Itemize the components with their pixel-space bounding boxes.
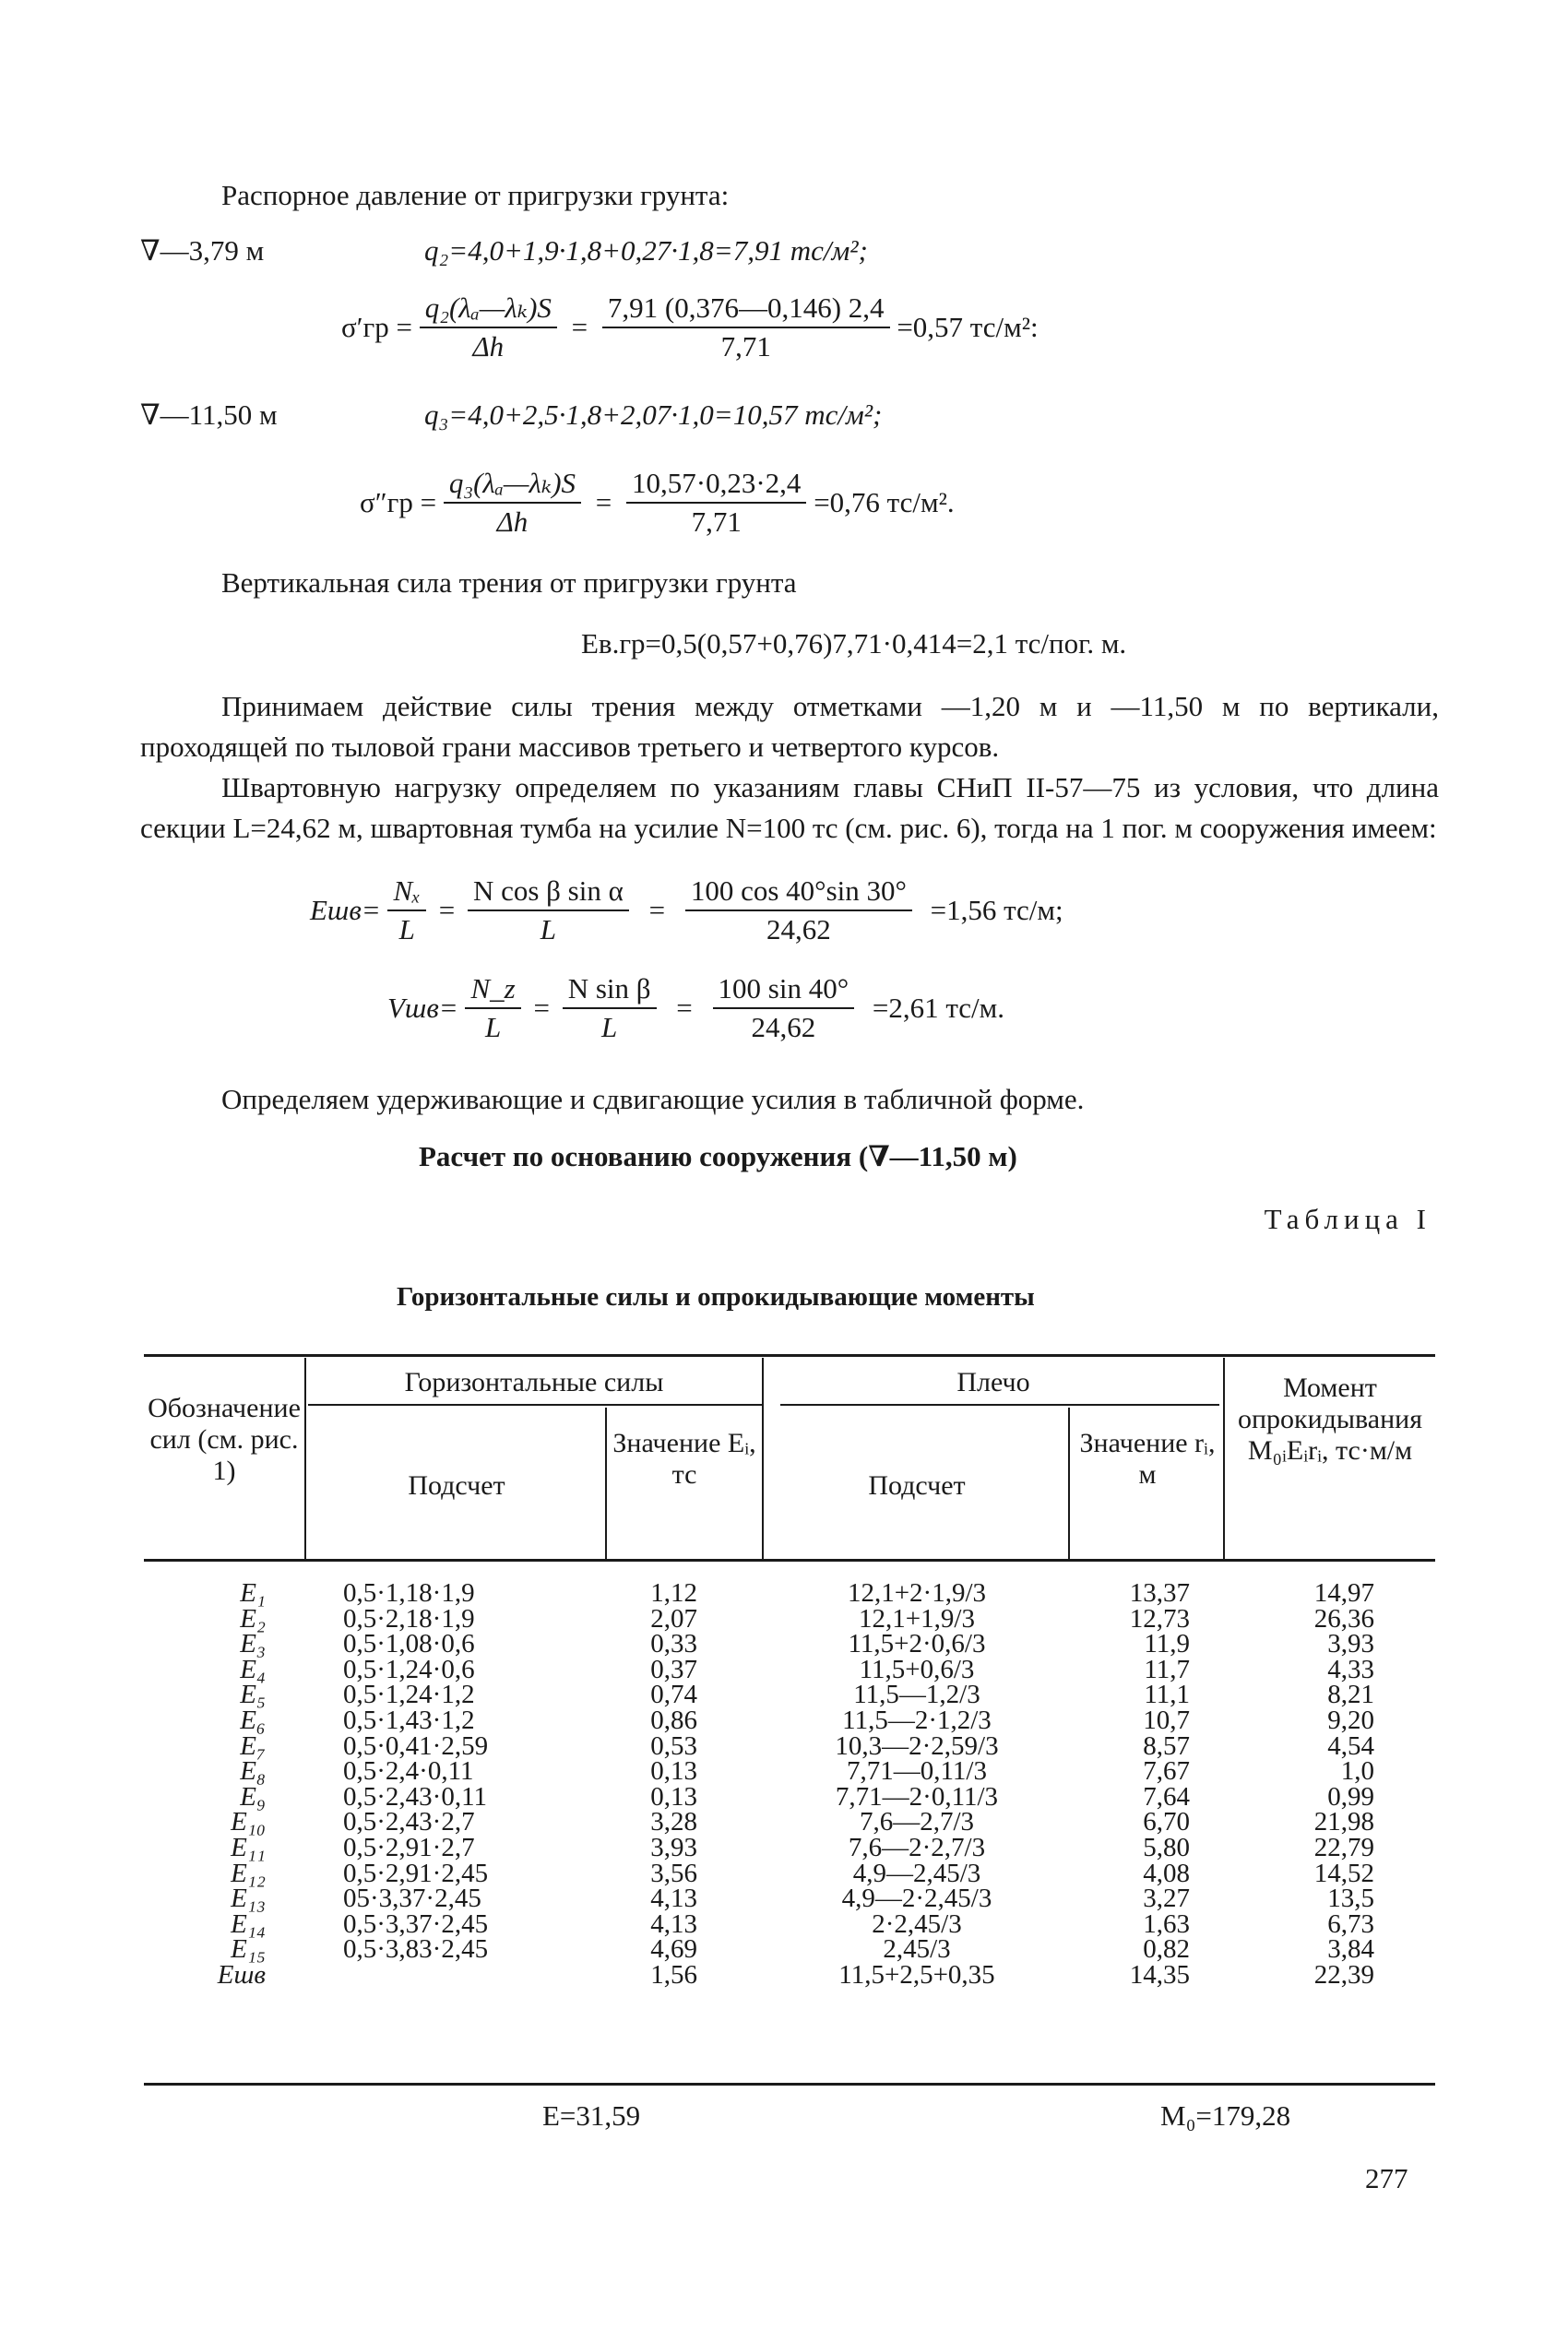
sigma1-formula: σ′гр = $\frac{\text{q₂(λₐ—λₖ)S}}{\Delta h}$ = $\frac{7,91 (0,376—0,146) 2,4}{7,71}$ =0,57 тс/м²:: [341, 291, 1039, 363]
sigma2-fraction-symbolic: $\frac{\text{q₃(λₐ—λₖ)S}}{\Delta h}$: [444, 467, 581, 539]
row-designation: E₁₁: [231, 1832, 266, 1862]
row-force-calc: 0,5·1,24·1,2: [343, 1680, 475, 1710]
sigma1-fraction-numeric: $\frac{7,91 (0,376—0,146) 2,4}{7,71}$: [602, 291, 890, 363]
row-arm-value: 1,63: [1143, 1908, 1190, 1939]
header-calc-arm: Подсчет: [868, 1470, 966, 1501]
row-moment: 8,21: [1327, 1680, 1374, 1710]
row-moment: 4,54: [1327, 1730, 1374, 1761]
row-arm-calc: 4,9—2·2,45/3: [841, 1884, 992, 1914]
row-arm-value: 11,1: [1144, 1680, 1190, 1710]
row-force-calc: 0,5·2,91·2,45: [343, 1858, 489, 1888]
column-designation: [148, 1578, 266, 1990]
row-moment: 14,97: [1313, 1578, 1374, 1608]
forces-group-rule: [308, 1404, 762, 1406]
header-moment: Момент опрокидывания M₀ᵢEᵢrᵢ, тс·м/м: [1237, 1373, 1423, 1466]
sigma1-fraction-symbolic: $\frac{\text{q₂(λₐ—λₖ)S}}{\Delta h}$: [420, 291, 557, 363]
row-arm-value: 14,35: [1129, 1959, 1190, 1990]
row-arm-calc: 10,3—2·2,59/3: [835, 1730, 999, 1761]
header-designation: Обозначение сил (см. рис. 1): [148, 1393, 301, 1486]
row-arm-value: 6,70: [1143, 1807, 1190, 1837]
row-arm-calc: 7,6—2·2,7/3: [848, 1832, 986, 1862]
row-force-value: 0,13: [650, 1781, 697, 1812]
row-force-calc: 0,5·1,08·0,6: [343, 1629, 475, 1659]
row-arm-value: 12,73: [1129, 1603, 1190, 1634]
row-arm-calc: 12,1+2·1,9/3: [847, 1578, 987, 1608]
row-arm-value: 7,67: [1143, 1756, 1190, 1787]
row-force-value: 4,13: [650, 1884, 697, 1914]
row-moment: 3,84: [1327, 1934, 1374, 1965]
row-force-calc: 05·3,37·2,45: [343, 1884, 481, 1914]
q2-formula: q₂=4,0+1,9·1,8+0,27·1,8=7,91 тс/м²;: [424, 234, 868, 267]
row-force-calc: 0,5·1,43·1,2: [343, 1705, 475, 1735]
friction-formula: Eв.гр=0,5(0,57+0,76)7,71·0,414=2,1 тс/пог. м.: [581, 627, 1127, 660]
sigma2-fraction-numeric: $\frac{10,57\cdot 0,23\cdot 2,4}{7,71}$: [626, 467, 806, 539]
row-force-calc: 0,5·1,18·1,9: [343, 1578, 475, 1608]
row-force-value: 3,56: [650, 1858, 697, 1888]
row-force-value: 3,28: [650, 1807, 697, 1837]
row-arm-value: 0,82: [1143, 1934, 1190, 1965]
q3-formula: q₃=4,0+2,5·1,8+2,07·1,0=10,57 тс/м²;: [424, 398, 883, 431]
row-arm-value: 8,57: [1143, 1730, 1190, 1761]
row-moment: 22,39: [1313, 1959, 1374, 1990]
row-moment: 1,0: [1340, 1756, 1374, 1787]
row-force-value: 0,74: [650, 1680, 697, 1710]
row-force-value: 0,13: [650, 1756, 697, 1787]
table-label: Таблица I: [1264, 1203, 1431, 1235]
row-arm-value: 11,9: [1144, 1629, 1190, 1659]
row-moment: 4,33: [1327, 1654, 1374, 1684]
v-shv-formula: Vшв= $\frac{N\_z}{L}$ = $\frac{\text{N sin β}}{L}$ = $\frac{100 \sin 40^\circ}{24,62}$ =2,61 тс/м.: [387, 972, 1005, 1043]
paragraph-table-intro: Определяем удерживающие и сдвигающие усилия в табличной форме.: [221, 1083, 1085, 1115]
row-force-value: 0,37: [650, 1654, 697, 1684]
row-force-value: 1,12: [650, 1578, 697, 1608]
header-value-arm: Значение rᵢ, м: [1079, 1428, 1216, 1490]
row-force-value: 0,86: [650, 1705, 697, 1735]
page-number: 277: [1365, 2162, 1408, 2194]
row-force-calc: [343, 1963, 583, 1989]
row-force-value: 0,33: [650, 1629, 697, 1659]
total-force: E=31,59: [542, 2099, 641, 2132]
column-force-calc: [343, 1578, 583, 1989]
header-calc-forces: Подсчет: [408, 1470, 505, 1501]
row-arm-calc: 2,45/3: [883, 1934, 951, 1965]
row-force-calc: 0,5·2,43·2,7: [343, 1807, 475, 1837]
row-moment: 9,20: [1327, 1705, 1374, 1735]
row-arm-calc: 7,71—2·0,11/3: [835, 1781, 999, 1812]
table-caption: Горизонтальные силы и опрокидывающие моменты: [397, 1282, 1035, 1312]
header-group-forces: Горизонтальные силы: [404, 1367, 664, 1397]
row-arm-value: 11,7: [1144, 1654, 1190, 1684]
row-arm-calc: 12,1+1,9/3: [859, 1603, 975, 1634]
row-force-calc: 0,5·2,43·0,11: [343, 1781, 487, 1812]
row-designation: E₂: [240, 1603, 266, 1634]
row-designation: E₁₃: [231, 1884, 266, 1914]
row-designation: Eшв: [217, 1959, 266, 1990]
row-arm-calc: 2·2,45/3: [872, 1908, 962, 1939]
row-force-calc: 0,5·2,91·2,7: [343, 1832, 475, 1862]
sigma2-label: σ″гр =: [360, 486, 437, 518]
row-arm-value: 10,7: [1143, 1705, 1190, 1735]
row-moment: 0,99: [1327, 1781, 1374, 1812]
row-arm-value: 5,80: [1143, 1832, 1190, 1862]
section-heading: Расчет по основанию сооружения (∇—11,50 м): [419, 1140, 1017, 1172]
table-header-rule: [144, 1559, 1435, 1562]
e-shv-formula: Eшв= $\frac{\text{Nₓ}}{L}$ = $\frac{\text{N cos β sin α}}{L}$ = $\frac{100 \cos 40^\circ\sin 30^\circ}{24,62}$ =1,56 тс/м;: [310, 874, 1063, 945]
level-label-1: ∇—3,79 м: [140, 234, 265, 267]
row-designation: E₅: [240, 1680, 266, 1710]
level-label-2: ∇—11,50 м: [140, 398, 278, 431]
row-force-value: 4,69: [650, 1934, 697, 1965]
row-designation: E₄: [240, 1654, 266, 1684]
row-force-value: 0,53: [650, 1730, 697, 1761]
row-force-calc: 0,5·1,24·0,6: [343, 1654, 475, 1684]
row-force-value: 4,13: [650, 1908, 697, 1939]
row-designation: E₇: [240, 1730, 266, 1761]
sigma1-result: =0,57 тс/м²:: [897, 311, 1039, 343]
row-moment: 3,93: [1327, 1629, 1374, 1659]
row-designation: E₁: [240, 1578, 266, 1608]
row-arm-value: 4,08: [1143, 1858, 1190, 1888]
paragraph-mooring: Швартовную нагрузку определяем по указаниям главы СНиП II-57—75 из условия, что длина секции L=24,62 м, швартовная тумба на усилие N=100 тс (см. рис. 6), тогда на 1 пог. м сооружения имеем:: [140, 771, 1439, 844]
row-force-value: 3,93: [650, 1832, 697, 1862]
row-force-calc: 0,5·0,41·2,59: [343, 1730, 489, 1761]
row-moment: 13,5: [1327, 1884, 1374, 1914]
row-arm-calc: 11,5+2·0,6/3: [848, 1629, 986, 1659]
row-arm-calc: 11,5—1,2/3: [853, 1680, 980, 1710]
row-designation: E₁₂: [231, 1858, 266, 1888]
sigma2-result: =0,76 тс/м².: [814, 486, 955, 518]
row-force-calc: 0,5·2,4·0,11: [343, 1756, 474, 1787]
row-arm-value: 3,27: [1143, 1884, 1190, 1914]
row-arm-calc: 11,5+0,6/3: [859, 1654, 975, 1684]
row-force-calc: 0,5·2,18·1,9: [343, 1603, 475, 1634]
row-designation: E₈: [240, 1756, 266, 1787]
row-moment: 14,52: [1313, 1858, 1374, 1888]
row-moment: 21,98: [1313, 1807, 1374, 1837]
header-value-forces: Значение Eᵢ, тс: [612, 1428, 756, 1490]
row-arm-calc: 7,71—0,11/3: [847, 1756, 987, 1787]
header-group-arm: Плечо: [956, 1367, 1030, 1397]
row-moment: 6,73: [1327, 1908, 1374, 1939]
row-designation: E₃: [240, 1629, 266, 1659]
friction-title: Вертикальная сила трения от пригрузки грунта: [221, 566, 797, 599]
table-top-rule: [144, 1354, 1435, 1357]
intro-text: Распорное давление от пригрузки грунта:: [221, 179, 730, 211]
row-moment: 22,79: [1313, 1832, 1374, 1862]
column-moment: [1236, 1578, 1374, 1990]
table-bottom-rule: [144, 2083, 1435, 2086]
column-arm-calc: [769, 1578, 1064, 1990]
row-arm-calc: 4,9—2,45/3: [852, 1858, 981, 1888]
row-designation: E₉: [240, 1781, 266, 1812]
row-arm-calc: 7,6—2,7/3: [859, 1807, 975, 1837]
row-designation: E₁₀: [231, 1807, 266, 1837]
sigma2-formula: σ″гр = $\frac{\text{q₃(λₐ—λₖ)S}}{\Delta h}$ = $\frac{10,57\cdot 0,23\cdot 2,4}{7,71}$ =0,76 тс/м².: [360, 467, 955, 538]
row-force-calc: 0,5·3,37·2,45: [343, 1908, 489, 1939]
row-arm-value: 7,64: [1143, 1781, 1190, 1812]
row-force-value: 2,07: [650, 1603, 697, 1634]
column-force-value: [609, 1578, 697, 1990]
total-moment: M₀=179,28: [1160, 2099, 1291, 2132]
row-force-value: 1,56: [650, 1959, 697, 1990]
row-arm-calc: 11,5—2·1,2/3: [842, 1705, 992, 1735]
row-arm-calc: 11,5+2,5+0,35: [838, 1959, 995, 1990]
row-moment: 26,36: [1313, 1603, 1374, 1634]
column-arm-value: [1074, 1578, 1190, 1990]
paragraph-friction: Принимаем действие силы трения между отметками —1,20 м и —11,50 м по вертикали, проходящей по тыловой грани массивов третьего и четвертого курсов.: [140, 690, 1439, 763]
row-designation: E₁₅: [231, 1934, 266, 1965]
row-arm-value: 13,37: [1129, 1578, 1190, 1608]
row-designation: E₆: [240, 1705, 266, 1735]
row-force-calc: 0,5·3,83·2,45: [343, 1934, 489, 1965]
arm-group-rule: [780, 1404, 1219, 1406]
sigma1-label: σ′гр =: [341, 311, 412, 343]
row-designation: E₁₄: [231, 1908, 266, 1939]
